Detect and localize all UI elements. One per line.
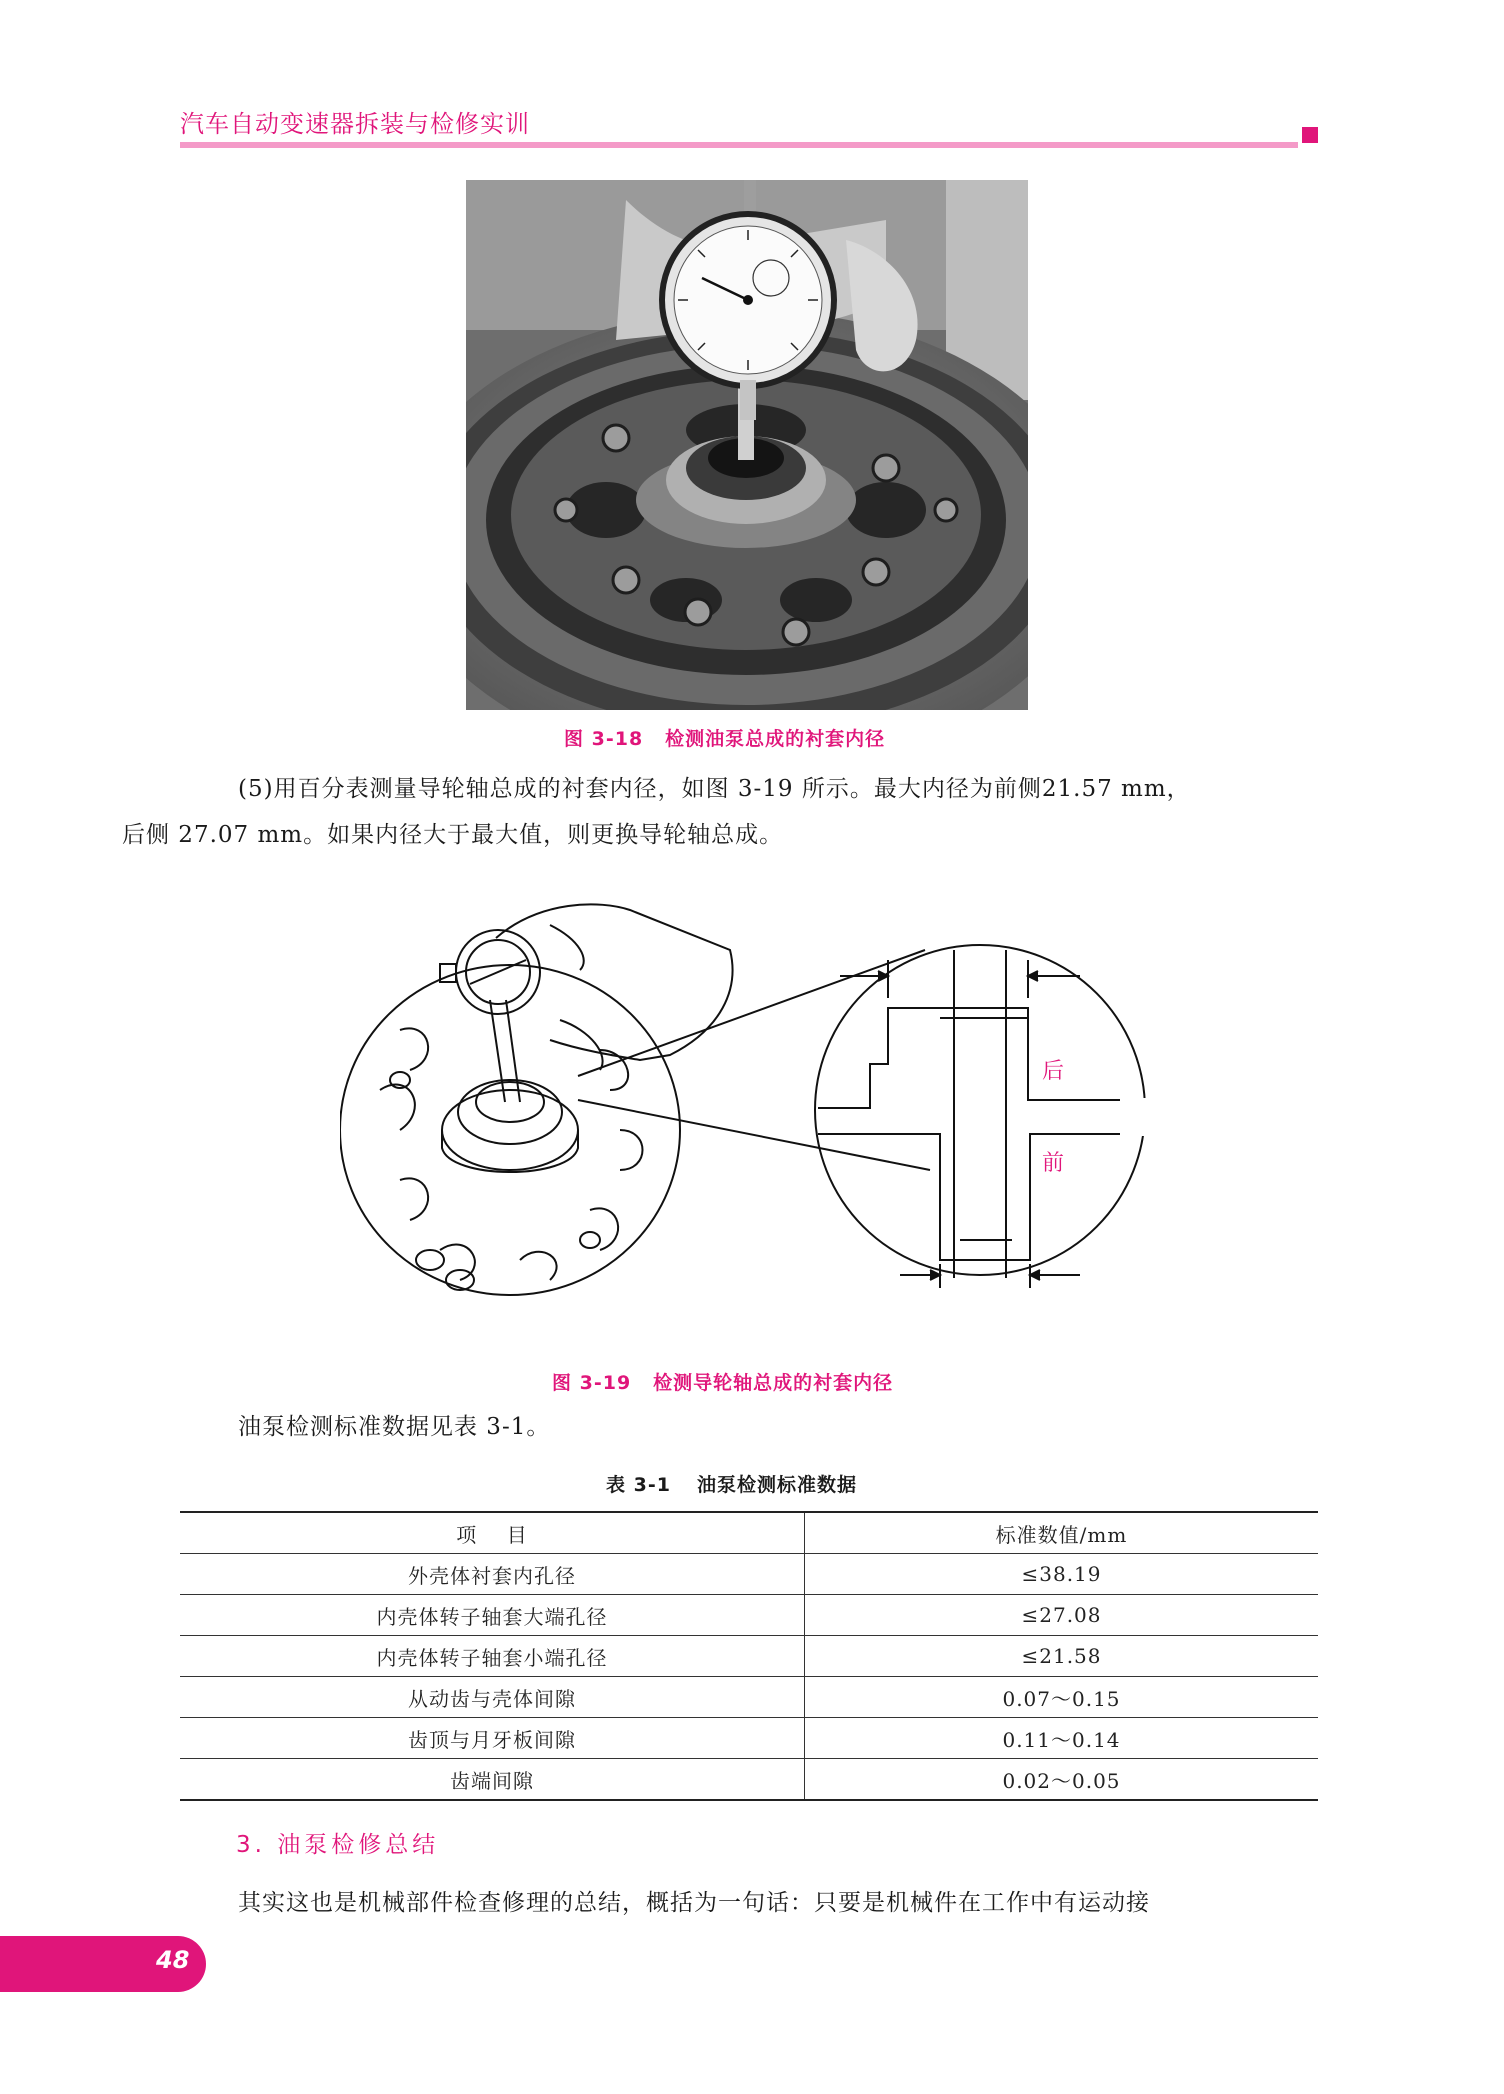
table-row bbox=[180, 1677, 1318, 1718]
figure-3-19-drawing bbox=[340, 880, 1160, 1355]
table-row bbox=[180, 1595, 1318, 1636]
section-heading: 3. 油泵检修总结 bbox=[236, 1832, 440, 1858]
figure-3-18-caption bbox=[564, 724, 885, 751]
figure-3-18-photo bbox=[466, 180, 1028, 710]
table-number: 表 3-1 bbox=[606, 1474, 671, 1496]
table-cell: 外壳体衬套内孔径 bbox=[180, 1554, 805, 1595]
paragraph-line: 后侧 27.07 mm。如果内径大于最大值，则更换导轮轴总成。 bbox=[122, 822, 784, 848]
table-3-1 bbox=[180, 1511, 1318, 1801]
label-rear: 后 bbox=[1042, 1059, 1065, 1084]
book-title: 汽车自动变速器拆装与检修实训 bbox=[180, 110, 530, 138]
table-header-row bbox=[180, 1512, 1318, 1554]
oil-pump-photo-illustration bbox=[466, 180, 1028, 710]
table-cell: 0.11～0.14 bbox=[805, 1718, 1319, 1759]
table-cell: ≤38.19 bbox=[805, 1554, 1319, 1595]
figure-3-19-caption bbox=[552, 1368, 893, 1395]
table-cell: 内壳体转子轴套小端孔径 bbox=[180, 1636, 805, 1677]
table-title: 油泵检测标准数据 bbox=[696, 1474, 857, 1496]
column-header: 标准数值/mm bbox=[805, 1512, 1319, 1554]
figure-caption-text: 检测导轮轴总成的衬套内径 bbox=[653, 1372, 894, 1394]
figure-number: 图 3-18 bbox=[564, 728, 644, 750]
column-header: 项 目 bbox=[180, 1512, 805, 1554]
label-front: 前 bbox=[1042, 1151, 1065, 1176]
table-cell: 齿端间隙 bbox=[180, 1759, 805, 1801]
table-cell: 内壳体转子轴套大端孔径 bbox=[180, 1595, 805, 1636]
header-rule bbox=[180, 142, 1298, 148]
table-cell: ≤21.58 bbox=[805, 1636, 1319, 1677]
table-cell: 从动齿与壳体间隙 bbox=[180, 1677, 805, 1718]
final-paragraph: 其实这也是机械部件检查修理的总结，概括为一句话：只要是机械件在工作中有运动接 bbox=[238, 1890, 1150, 1916]
table-row bbox=[180, 1554, 1318, 1595]
table-cell: 0.07～0.15 bbox=[805, 1677, 1319, 1718]
table-cell: 0.02～0.05 bbox=[805, 1759, 1319, 1801]
table-3-1-caption bbox=[606, 1470, 857, 1497]
table-intro-line: 油泵检测标准数据见表 3-1。 bbox=[238, 1414, 551, 1440]
table-cell: ≤27.08 bbox=[805, 1595, 1319, 1636]
paragraph-step-5 bbox=[122, 766, 1318, 858]
table-row bbox=[180, 1759, 1318, 1801]
paragraph-line: (5)用百分表测量导轮轴总成的衬套内径，如图 3-19 所示。最大内径为前侧21.57 mm， bbox=[238, 776, 1191, 802]
page-number: 48 bbox=[156, 1946, 190, 1974]
figure-caption-text: 检测油泵总成的衬套内径 bbox=[665, 728, 886, 750]
table-cell: 齿顶与月牙板间隙 bbox=[180, 1718, 805, 1759]
figure-number: 图 3-19 bbox=[552, 1372, 632, 1394]
header-square-marker bbox=[1302, 127, 1318, 143]
table-row bbox=[180, 1636, 1318, 1677]
table-row bbox=[180, 1718, 1318, 1759]
